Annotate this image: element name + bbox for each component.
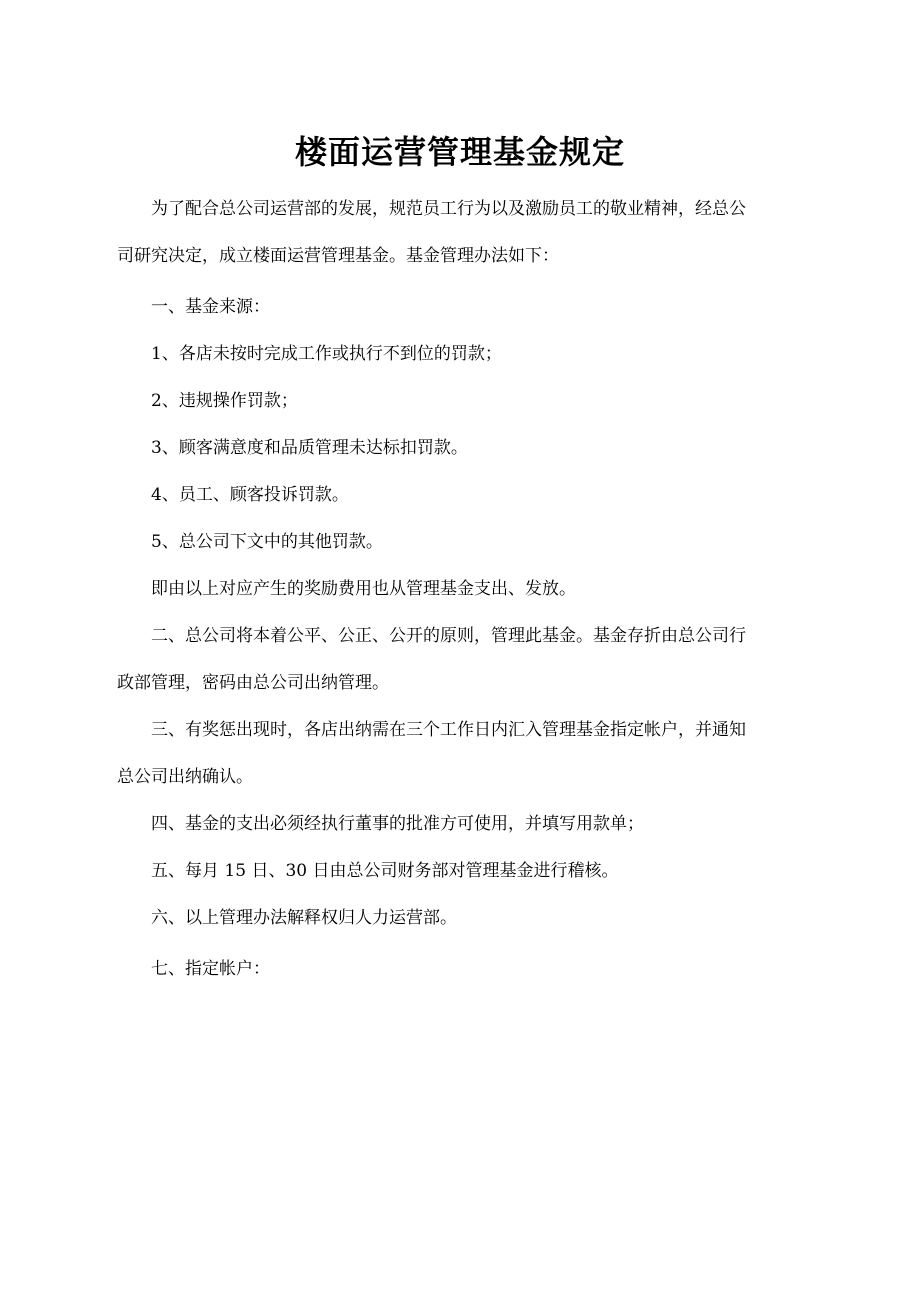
source-item-2: 2、违规操作罚款； — [151, 391, 298, 411]
source-item-4: 4、员工、顾客投诉罚款。 — [151, 485, 349, 505]
reward-note: 即由以上对应产生的奖励费用也从管理基金支出、发放。 — [151, 579, 576, 599]
section-2-line-2: 政部管理，密码由总公司出纳管理。 — [117, 673, 389, 693]
source-item-3: 3、顾客满意度和品质管理未达标扣罚款。 — [151, 438, 468, 458]
section-3-line-1: 三、有奖惩出现时，各店出纳需在三个工作日内汇入管理基金指定帐户，并通知 — [151, 720, 746, 740]
document-title: 楼面运营管理基金规定 — [294, 133, 625, 171]
intro-line-2: 司研究决定，成立楼面运营管理基金。基金管理办法如下： — [117, 246, 559, 266]
section-2-line-1: 二、总公司将本着公平、公正、公开的原则，管理此基金。基金存折由总公司行 — [151, 626, 746, 646]
section-5: 五、每月 15 日、30 日由总公司财务部对管理基金进行稽核。 — [151, 861, 619, 881]
source-item-1: 1、各店未按时完成工作或执行不到位的罚款； — [151, 344, 502, 364]
section-7-heading: 七、指定帐户： — [151, 959, 270, 979]
intro-line-1: 为了配合总公司运营部的发展，规范员工行为以及激励员工的敬业精神，经总公 — [151, 199, 746, 219]
document-body — [117, 186, 807, 993]
section-3-line-2: 总公司出纳确认。 — [117, 767, 253, 787]
section-6: 六、以上管理办法解释权归人力运营部。 — [151, 908, 457, 928]
source-item-5: 5、总公司下文中的其他罚款。 — [151, 532, 383, 552]
section-1-heading: 一、基金来源： — [151, 297, 270, 317]
section-4: 四、基金的支出必须经执行董事的批准方可使用，并填写用款单； — [151, 814, 644, 834]
